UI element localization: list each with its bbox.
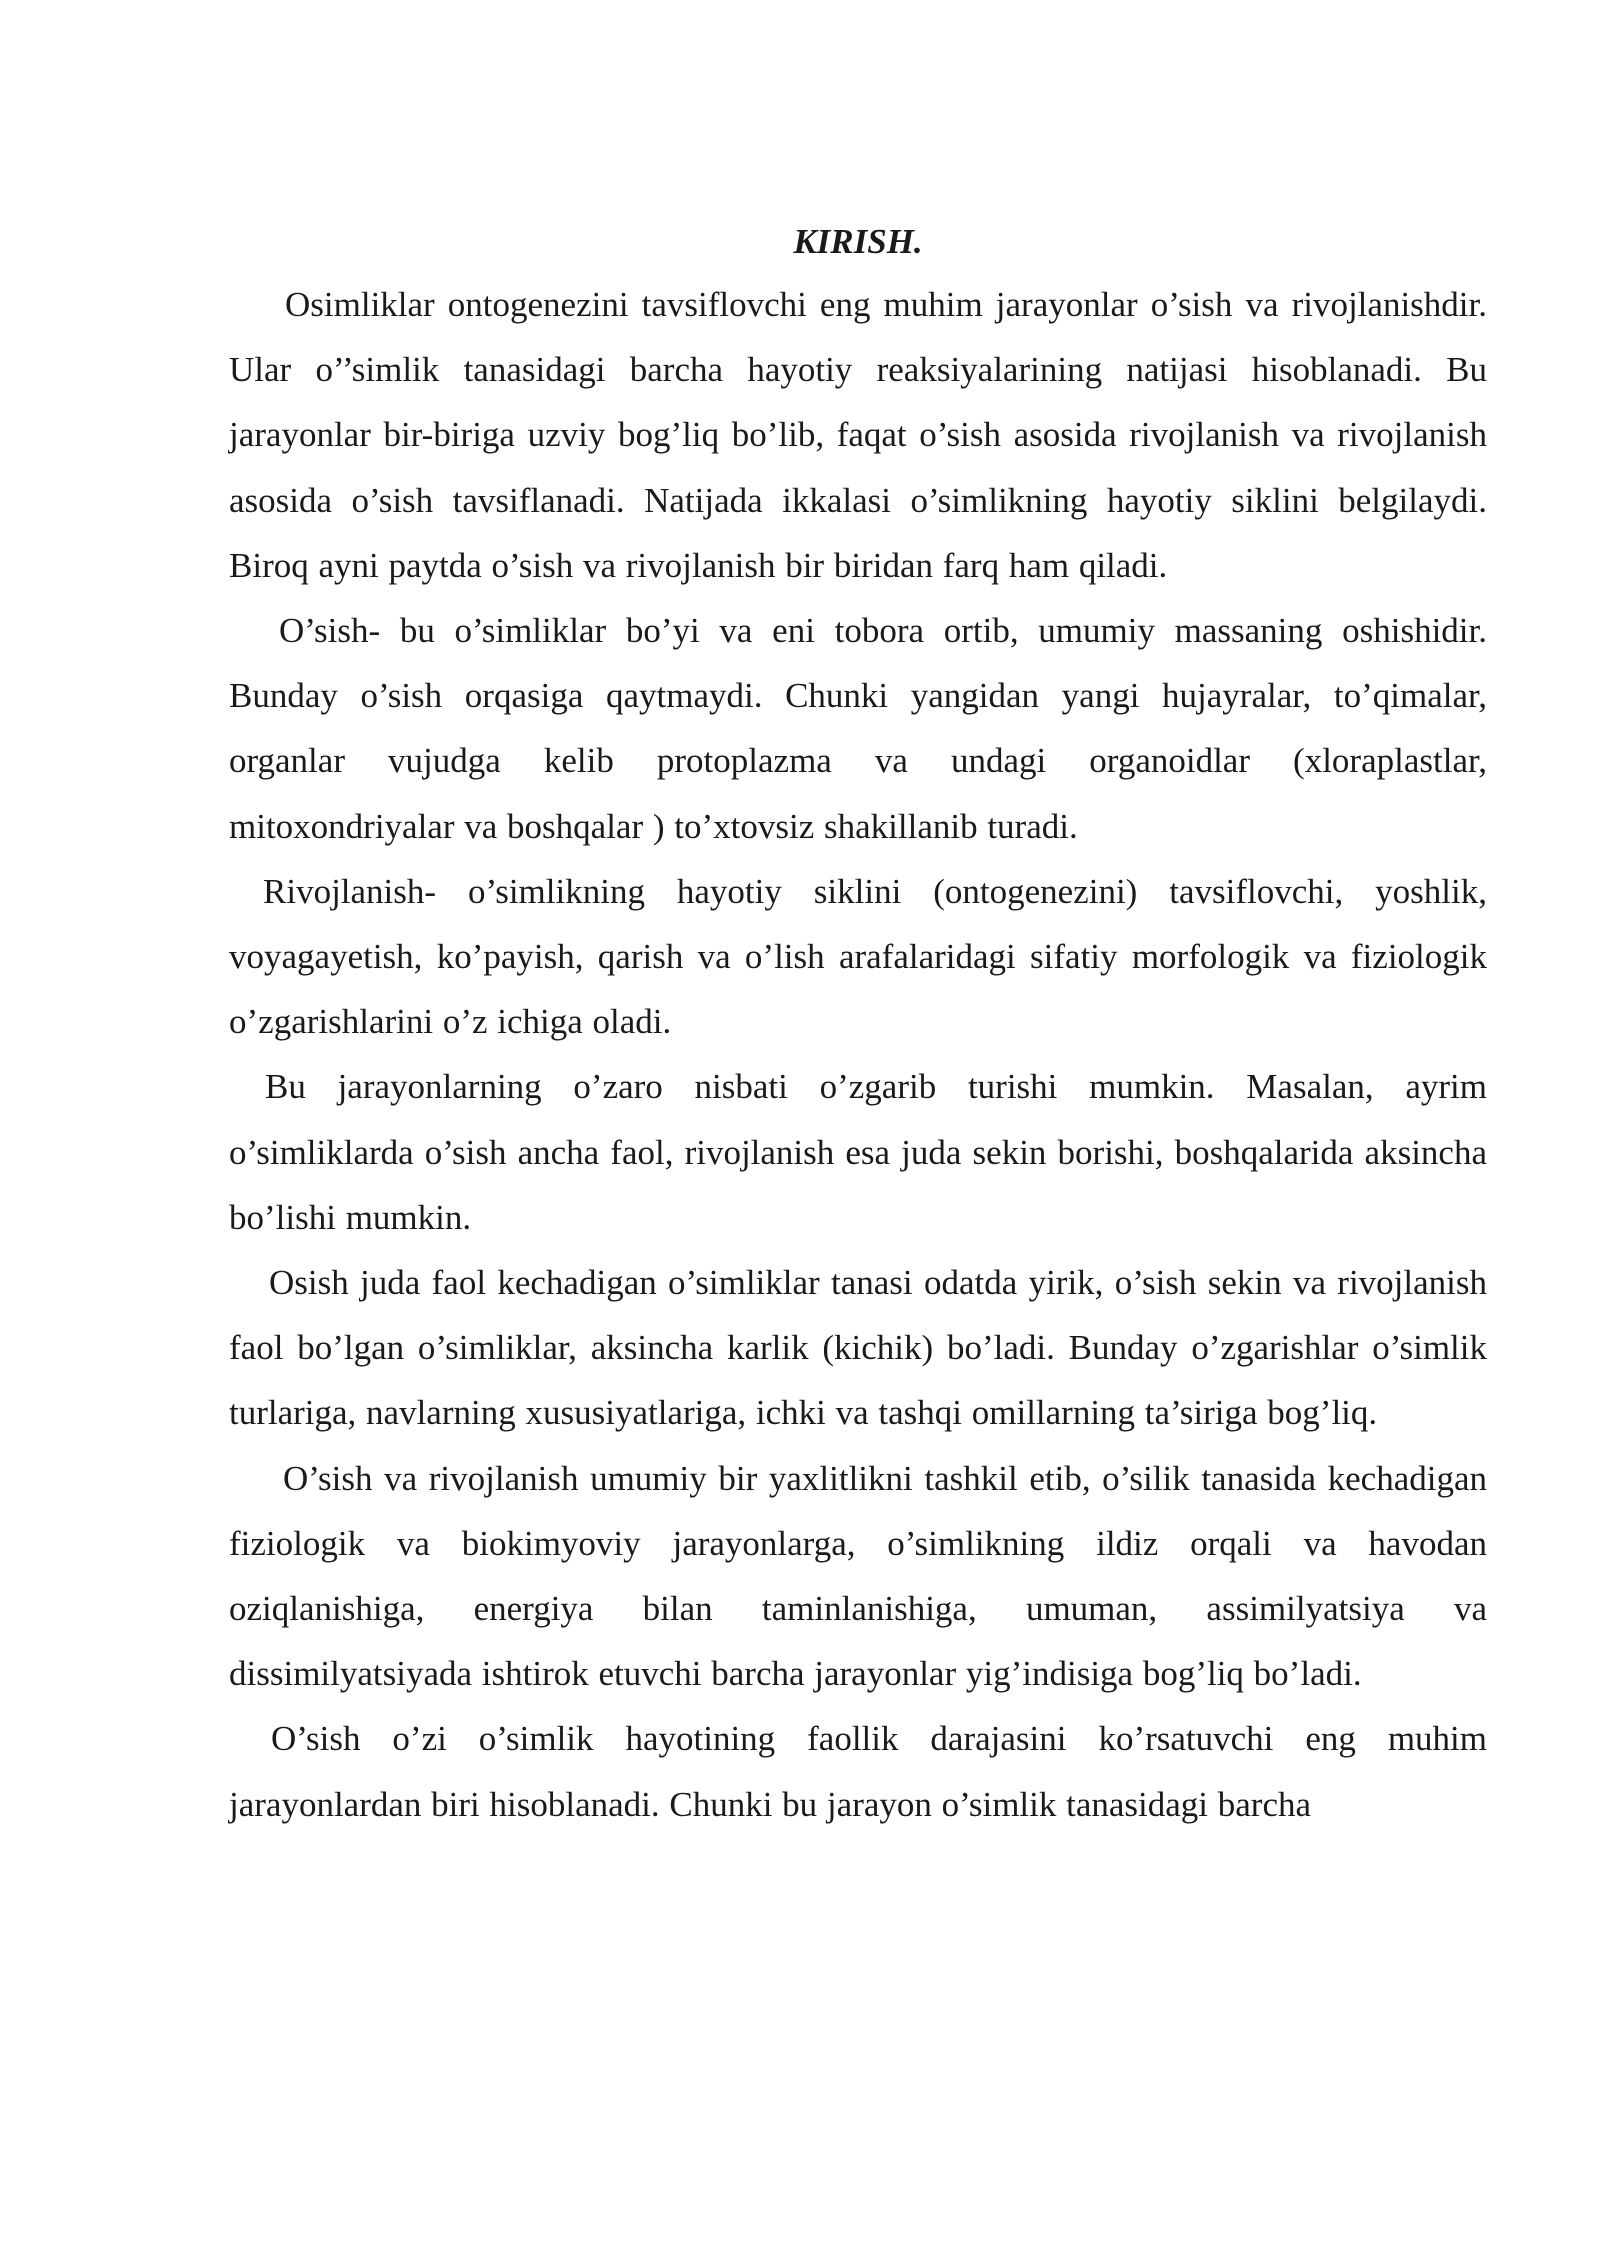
document-title: KIRISH. <box>793 222 923 261</box>
paragraph-4: Bu jarayonlarning o’zaro nisbati o’zgarib turishi mumkin. Masalan, ayrim o’simliklarda o’sish ancha faol, rivojlanish esa juda sekin borishi, boshqalarida aksincha bo’lishi mumkin. <box>229 1067 1487 1237</box>
paragraph-6: O’sish va rivojlanish umumiy bir yaxlitlikni tashkil etib, o’silik tanasida kechadigan fiziologik va biokimyoviy jarayonlarga, o’simlikning ildiz orqali va havodan oziqlanishiga, energiya bilan taminlanishiga, umuman, assimilyatsiya va dissimilyatsiyada ishtirok etuvchi barcha jarayonlar yig’indisiga bog’liq bo’ladi. <box>229 1458 1487 1694</box>
paragraph-7: O’sish o’zi o’simlik hayotining faollik darajasini ko’rsatuvchi eng muhim jarayonlardan biri hisoblanadi. Chunki bu jarayon o’simlik tanasidagi barcha <box>229 1719 1487 1824</box>
paragraph-1: Osimliklar ontogenezini tavsiflovchi eng muhim jarayonlar o’sish va rivojlanishdir. Ular o’’simlik tanasidagi barcha hayotiy reaksiyalarining natijasi hisoblanadi. Bu jarayonlar bir-biriga uzviy bog’liq bo’lib, faqat o’sish asosida rivojlanish va rivojlanish asosida o’sish tavsiflanadi. Natijada ikkalasi o’simlikning hayotiy siklini belgilaydi. Biroq ayni paytda o’sish va rivojlanish bir biridan farq ham qiladi. <box>229 285 1487 585</box>
paragraph-5: Osish juda faol kechadigan o’simliklar tanasi odatda yirik, o’sish sekin va rivojlanish faol bo’lgan o’simliklar, aksincha karlik (kichik) bo’ladi. Bunday o’zgarishlar o’simlik turlariga, navlarning xususiyatlariga, ichki va tashqi omillarning ta’siriga bog’liq. <box>229 1263 1487 1433</box>
document-body <box>229 212 1487 1837</box>
paragraph-3: Rivojlanish- o’simlikning hayotiy siklini (ontogenezini) tavsiflovchi, yoshlik, voyagayetish, ko’payish, qarish va o’lish arafalaridagi sifatiy morfologik va fiziologik o’zgarishlarini o’z ichiga oladi. <box>229 871 1487 1042</box>
paragraph-2: O’sish- bu o’simliklar bo’yi va eni tobora ortib, umumiy massaning oshishidir. Bunday o’sish orqasiga qaytmaydi. Chunki yangidan yangi hujayralar, to’qimalar, organlar vujudga kelib protoplazma va undagi organoidlar (xloraplastlar, mitoxondriyalar va boshqalar ) to’xtovsiz shakillanib turadi. <box>229 611 1487 846</box>
